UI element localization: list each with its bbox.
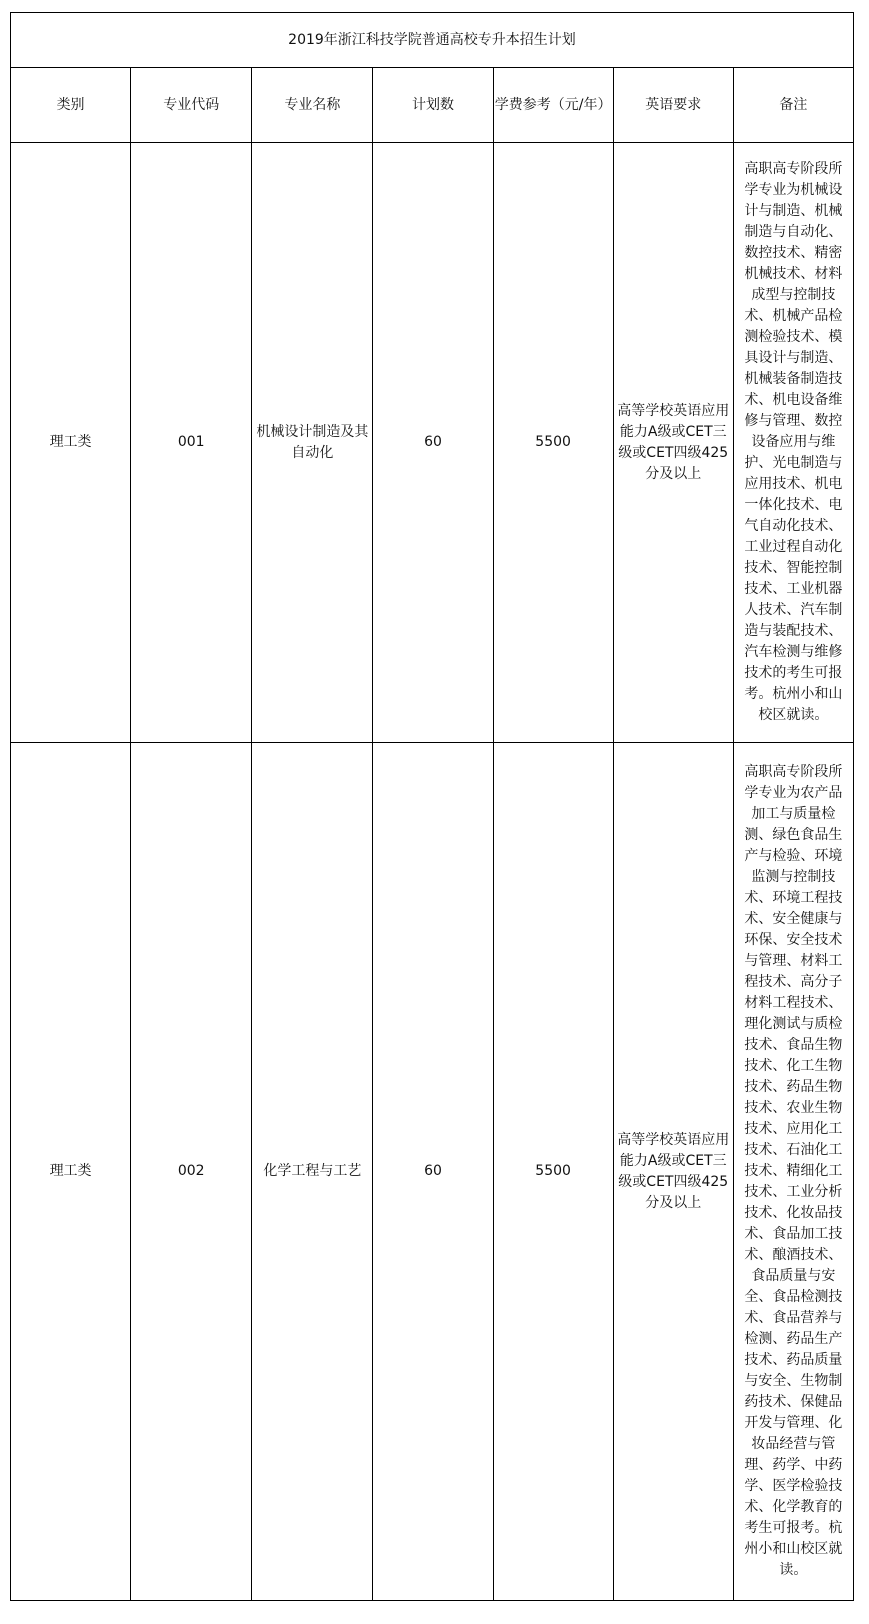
cell-plan: 60 (373, 743, 493, 1601)
cell-major: 化学工程与工艺 (252, 743, 373, 1601)
header-plan: 计划数 (373, 68, 493, 143)
enrollment-plan-table (10, 12, 854, 1601)
table-row (11, 143, 854, 743)
cell-remark: 高职高专阶段所学专业为农产品加工与质量检测、绿色食品生产与检验、环境监测与控制技术、环境工程技术、安全健康与环保、安全技术与管理、材料工程技术、高分子材料工程技术、理化测试与质检技术、食品生物技术、化工生物技术、药品生物技术、农业生物技术、应用化工技术、石油化工技术、精细化工技术、工业分析技术、化妆品技术、食品加工技术、酿酒技术、食品质量与安全、食品检测技术、食品营养与检测、药品生产技术、药品质量与安全、生物制药技术、保健品开发与管理、化妆品经营与管理、药学、中药学、医学检验技术、化学教育的考生可报考。杭州小和山校区就读。 (733, 743, 853, 1601)
header-category: 类别 (11, 68, 131, 143)
cell-fee: 5500 (493, 143, 613, 743)
header-fee: 学费参考（元/年） (493, 68, 613, 143)
header-row (11, 68, 854, 143)
table-title: 2019年浙江科技学院普通高校专升本招生计划 (11, 13, 854, 68)
cell-fee: 5500 (493, 743, 613, 1601)
cell-code: 002 (131, 743, 252, 1601)
cell-major: 机械设计制造及其自动化 (252, 143, 373, 743)
enrollment-plan-document (10, 12, 854, 1601)
cell-plan: 60 (373, 143, 493, 743)
table-row (11, 743, 854, 1601)
cell-category: 理工类 (11, 743, 131, 1601)
header-english: 英语要求 (613, 68, 733, 143)
cell-category: 理工类 (11, 143, 131, 743)
header-major: 专业名称 (252, 68, 373, 143)
title-row (11, 13, 854, 68)
cell-english: 高等学校英语应用能力A级或CET三级或CET四级425分及以上 (613, 143, 733, 743)
header-remark: 备注 (733, 68, 853, 143)
cell-english: 高等学校英语应用能力A级或CET三级或CET四级425分及以上 (613, 743, 733, 1601)
cell-code: 001 (131, 143, 252, 743)
header-code: 专业代码 (131, 68, 252, 143)
cell-remark: 高职高专阶段所学专业为机械设计与制造、机械制造与自动化、数控技术、精密机械技术、材料成型与控制技术、机械产品检测检验技术、模具设计与制造、机械装备制造技术、机电设备维修与管理、数控设备应用与维护、光电制造与应用技术、机电一体化技术、电气自动化技术、工业过程自动化技术、智能控制技术、工业机器人技术、汽车制造与装配技术、汽车检测与维修技术的考生可报考。杭州小和山校区就读。 (733, 143, 853, 743)
